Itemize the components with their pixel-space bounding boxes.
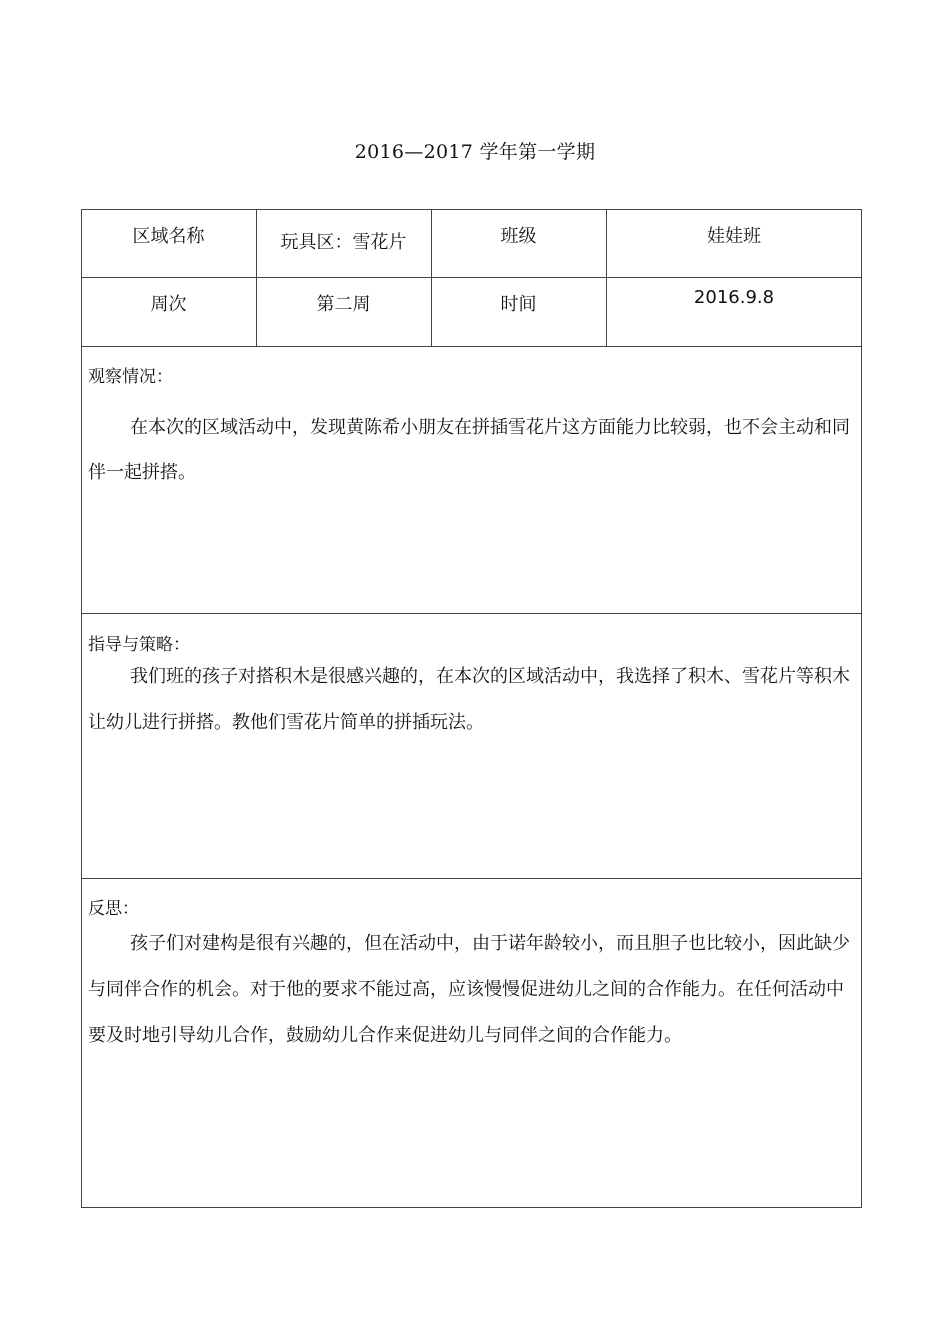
- week-label: 周次: [150, 294, 187, 315]
- observation-text: 在本次的区域活动中，发现黄陈希小朋友在拼插雪花片这方面能力比较弱，也不会主动和同伴一起拼搭。: [88, 417, 850, 483]
- reflection-text: 孩子们对建构是很有兴趣的，但在活动中，由于诺年龄较小，而且胆子也比较小，因此缺少与同伴合作的机会。对于他的要求不能过高，应该慢慢促进幼儿之间的合作能力。在任何活动中要及时地引导幼儿合作，鼓励幼儿合作来促进幼儿与同伴之间的合作能力。: [88, 933, 850, 1046]
- guidance-text: 我们班的孩子对搭积木是很感兴趣的，在本次的区域活动中，我选择了积木、雪花片等积木让幼儿进行拼搭。教他们雪花片简单的拼插玩法。: [88, 666, 850, 733]
- class-label: 班级: [500, 226, 537, 247]
- section-divider: [81, 613, 862, 614]
- section-divider: [81, 878, 862, 879]
- document-title: 2016—2017 学年第一学期: [354, 141, 596, 163]
- area-name-label: 区域名称: [132, 226, 205, 247]
- week-value: 第二周: [316, 294, 371, 315]
- guidance-label: 指导与策略：: [88, 635, 190, 655]
- row-divider: [81, 346, 862, 347]
- reflection-label: 反思：: [88, 899, 139, 919]
- class-value: 娃娃班: [707, 226, 761, 247]
- row-divider: [81, 277, 862, 278]
- time-label: 时间: [500, 294, 537, 315]
- area-name-value: 玩具区：雪花片: [280, 232, 407, 253]
- observation-label: 观察情况：: [88, 367, 173, 387]
- time-value: 2016.9.8: [693, 287, 775, 308]
